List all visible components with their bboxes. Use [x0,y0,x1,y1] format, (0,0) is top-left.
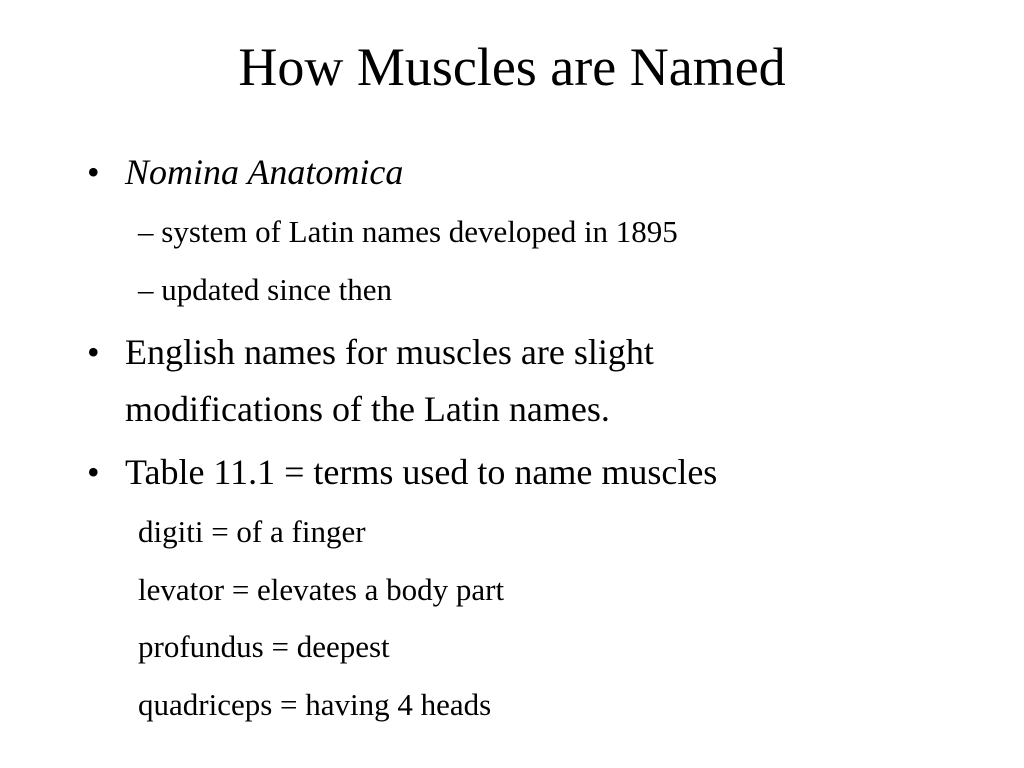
slide-title: How Muscles are Named [238,37,786,97]
bullet-marker: • [87,152,100,192]
bullet-text-line-2: modifications of the Latin names. [125,389,610,429]
bullet-marker: • [87,332,100,372]
term-digiti: digiti = of a finger [138,514,366,549]
sub-item-latin-system: – system of Latin names developed in 1895 [138,214,678,249]
bullet-text: Nomina Anatomica [125,152,404,192]
bullet-text: Table 11.1 = terms used to name muscles [125,452,718,492]
bullet-marker: • [87,452,100,492]
term-quadriceps: quadriceps = having 4 heads [138,687,492,722]
term-levator: levator = elevates a body part [138,572,505,607]
bullet-text-line-1: English names for muscles are slight [125,332,654,372]
sub-item-updated: – updated since then [138,272,392,307]
term-profundus: profundus = deepest [138,629,390,664]
